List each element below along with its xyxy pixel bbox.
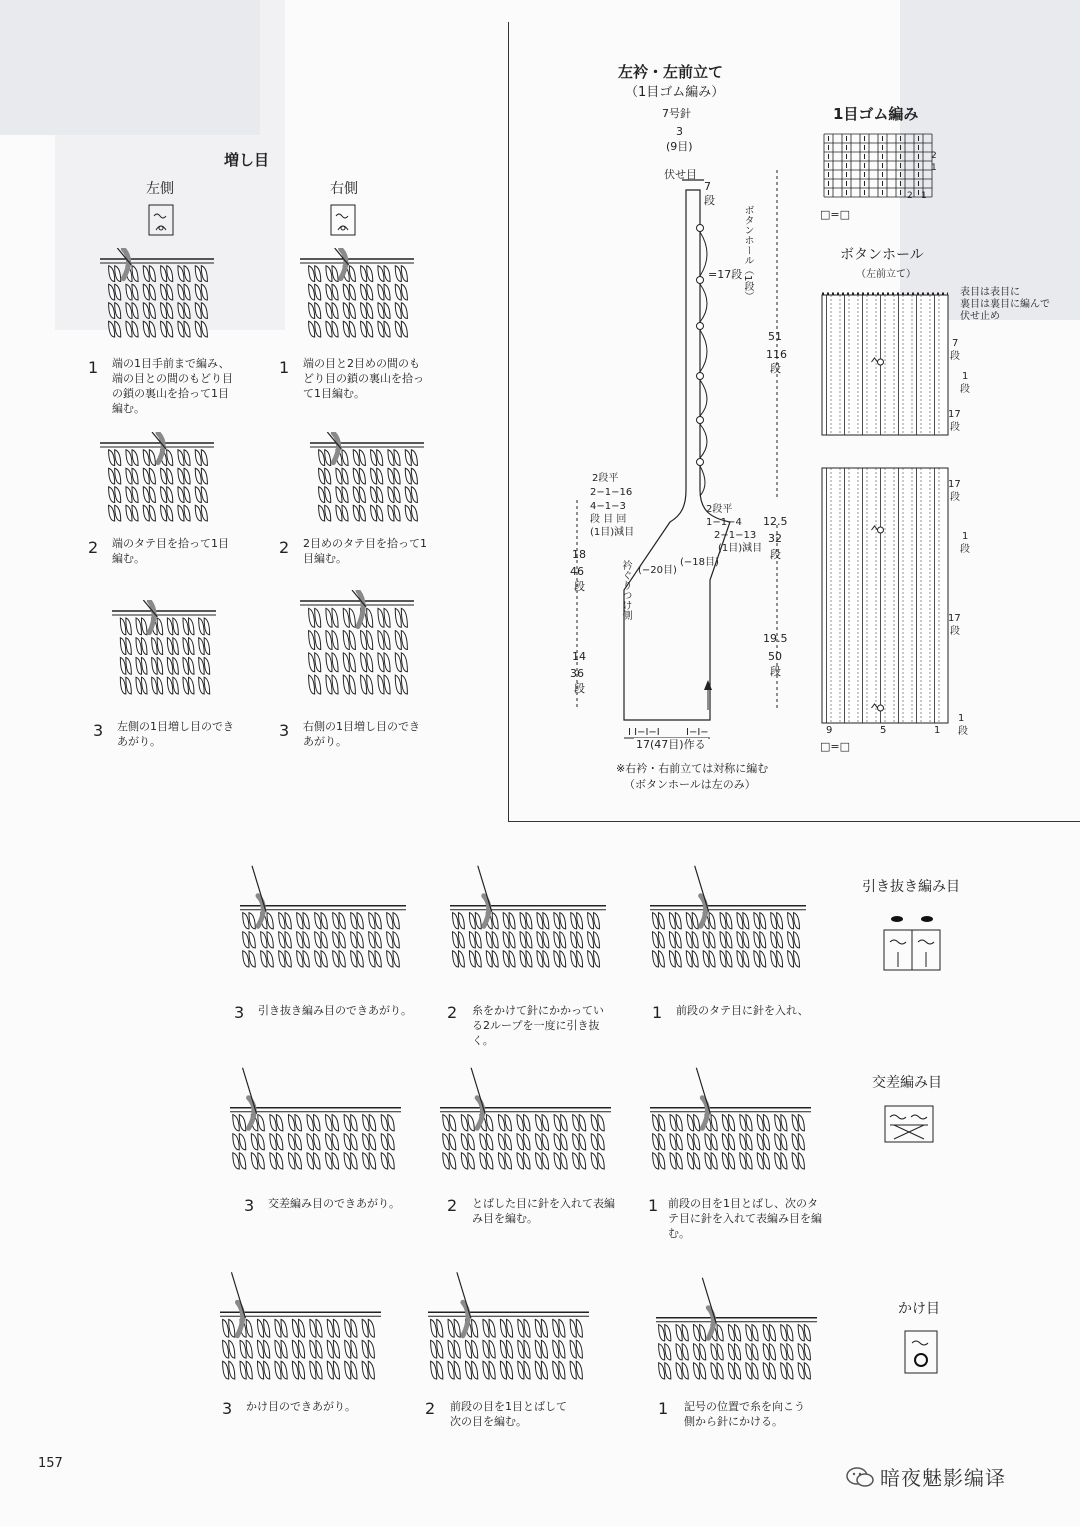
increase-right-step3-illustration (288, 590, 418, 700)
increase-left-step1-illustration (88, 248, 218, 343)
increase-right-step1-illustration (288, 248, 418, 343)
slip-step2-number: 2 (447, 1003, 458, 1022)
dim-51: 51 (768, 330, 782, 343)
left-decrease-line5: (1目)減目 (590, 527, 635, 538)
left-decrease-line3: 4−1−3 (590, 501, 626, 512)
yarnover-step1-number: 1 (658, 1399, 669, 1418)
cross-step3-text: 交差編み目のできあがり。 (268, 1197, 400, 1210)
buttonhole-subtitle: （左前立て） (856, 269, 916, 280)
increase-right-step1-number: 1 (279, 358, 290, 377)
increase-left-step2-number: 2 (88, 538, 99, 557)
wechat-icon (846, 1466, 874, 1488)
dim-12-5-rows: 32 (768, 532, 782, 545)
bh-bottom-num-9: 9 (826, 725, 833, 736)
left-decrease-line1: 2段平 (592, 473, 619, 484)
slip-stitch-step3-illustration (230, 858, 410, 973)
yarnover-step3-number: 3 (222, 1399, 233, 1418)
buttonhole-note-1: 表目は表目に (960, 287, 1020, 298)
dim-18-rows: 46 (570, 565, 584, 578)
buttonhole-vertical-label: ボタンホール（1段） (742, 205, 753, 302)
increase-left-step3-number: 3 (93, 721, 104, 740)
dim-14-rows: 36 (570, 667, 584, 680)
right-decrease-line3: 2−1−13 (714, 530, 757, 541)
rib-chart-num-2: 1 (931, 163, 937, 173)
rows-17-label: =17段 (708, 268, 743, 281)
right-decrease-line1: 2段平 (706, 504, 733, 515)
watermark (846, 1462, 1006, 1491)
slip-step2-text: 糸をかけて針にかかっている2ループを一度に引き抜く。 (472, 1004, 604, 1047)
collar-subtitle: （1目ゴム編み） (625, 85, 725, 100)
needle-dim-cm: 3 (676, 125, 683, 138)
increase-right-step1-text: 端の目と2目めの間のもどり目の鎖の裏山を拾って1目編む。 (303, 357, 424, 400)
bh-label-2-num: 1 (962, 371, 969, 382)
bottom-width-label: 17(47目)作る (636, 738, 706, 751)
bh-label-5-unit: 段 (960, 544, 970, 555)
buttonhole-title: ボタンホール (840, 247, 924, 263)
bh-label-3-num: 17 (948, 409, 961, 420)
bh-label-7-num: 1 (958, 713, 965, 724)
yarnover-step2-number: 2 (425, 1399, 436, 1418)
cross-stitch-step2-illustration (430, 1060, 615, 1175)
minus-18-stitches: (−18目) (680, 557, 719, 568)
increase-left-step3-illustration (100, 600, 220, 700)
cross-stitch-step3-illustration (220, 1060, 405, 1175)
slip-step3-number: 3 (234, 1003, 245, 1022)
bh-label-1-unit: 段 (950, 351, 960, 362)
slip-stitch-title: 引き抜き編み目 (862, 879, 960, 895)
left-decrease-line2: 2−1−16 (590, 487, 633, 498)
rib-title: 1目ゴム編み (833, 105, 919, 123)
left-increase-symbol-icon (148, 204, 174, 236)
rib-chart-num-3: 2 (907, 191, 913, 201)
needle-size: 7号針 (662, 107, 691, 120)
bh-label-6-num: 17 (948, 613, 961, 624)
slip-stitch-symbol-icon (882, 912, 942, 974)
right-side-label: 右側 (330, 181, 358, 197)
minus-20-stitches: (−20目) (638, 565, 677, 576)
slip-step1-number: 1 (652, 1003, 663, 1022)
buttonhole-note-3: 伏せ止め (960, 311, 1000, 322)
bh-label-4-unit: 段 (950, 492, 960, 503)
dim-19-5-unit: 段 (770, 665, 781, 678)
increase-right-step2-text: 2目めのタテ目を拾って1目編む。 (303, 537, 427, 565)
buttonhole-legend: □=□ (820, 740, 851, 753)
slip-stitch-step1-illustration (640, 858, 810, 973)
dim-14-unit: 段 (574, 682, 585, 695)
top-rows-unit: 段 (704, 194, 715, 207)
dim-19-5-rows: 50 (768, 650, 782, 663)
increase-right-step3-text: 右側の1目増し目のできあがり。 (303, 720, 420, 748)
cross-stitch-title: 交差編み目 (872, 1075, 942, 1091)
right-increase-symbol-icon (330, 204, 356, 236)
bh-label-3-unit: 段 (950, 422, 960, 433)
slip-step1-text: 前段のタテ目に針を入れ、 (676, 1004, 809, 1017)
cross-step3-number: 3 (244, 1196, 255, 1215)
bind-off-label: 伏せ目 (664, 168, 697, 181)
left-decrease-line4: 段 目 回 (590, 514, 627, 525)
dim-18: 18 (572, 548, 586, 561)
cross-stitch-symbol-icon (884, 1105, 934, 1143)
increase-right-step3-number: 3 (279, 721, 290, 740)
yarn-over-symbol-icon (904, 1330, 938, 1374)
yarn-over-step1-illustration (646, 1270, 821, 1385)
slip-stitch-step2-illustration (440, 858, 610, 973)
yarnover-step2-text: 前段の目を1目とばして次の目を編む。 (450, 1400, 567, 1428)
dim-18-unit: 段 (574, 580, 585, 593)
yarn-over-step2-illustration (418, 1260, 593, 1385)
bottom-marks-left: I I−I−I (628, 727, 660, 738)
cross-step1-number: 1 (648, 1196, 659, 1215)
yarn-over-step3-illustration (210, 1260, 385, 1385)
bh-bottom-num-5: 5 (880, 725, 887, 736)
right-decrease-line4: (1目)減目 (718, 543, 763, 554)
slip-step3-text: 引き抜き編み目のできあがり。 (258, 1004, 412, 1017)
bh-label-2-unit: 段 (960, 384, 970, 395)
increase-left-step2-illustration (88, 432, 218, 527)
dim-12-5: 12.5 (763, 515, 788, 528)
increase-left-step3-text: 左側の1目増し目のできあがり。 (117, 720, 234, 748)
buttonhole-note-2: 裏目は裏目に編んで (960, 299, 1050, 310)
symmetry-note: ※右衿・右前立ては対称に編む (616, 762, 769, 775)
cross-step2-text: とばした目に針を入れて表編み目を編む。 (472, 1197, 615, 1225)
cross-stitch-step1-illustration (640, 1060, 815, 1175)
dim-51-unit: 段 (770, 362, 781, 375)
bh-bottom-num-1: 1 (934, 725, 941, 736)
dim-12-5-unit: 段 (770, 548, 781, 561)
increase-left-step1-number: 1 (88, 358, 99, 377)
dim-14: 14 (572, 650, 586, 663)
bh-label-7-unit: 段 (958, 726, 968, 737)
buttonhole-note: （ボタンホールは左のみ） (624, 778, 756, 791)
bh-label-1-num: 7 (952, 338, 959, 349)
cross-step1-text: 前段の目を1目とばし、次のタテ目に針を入れて表編み目を編む。 (668, 1197, 822, 1240)
yarn-over-title: かけ目 (898, 1301, 940, 1317)
rib-chart-num-4: 1 (921, 191, 927, 201)
bh-label-4-num: 17 (948, 479, 961, 490)
collar-frame-left-border (508, 22, 509, 822)
top-rows-num: 7 (704, 180, 711, 193)
increase-right-step2-illustration (298, 432, 428, 527)
increase-title: 増し目 (224, 151, 270, 169)
rib-legend: □=□ (820, 208, 851, 221)
buttonhole-stitch-chart (820, 290, 970, 730)
bottom-marks-right: I−I− (686, 727, 709, 738)
increase-left-step1-text: 端の1目手前まで編み、端の目との間のもどり目の鎖の裏山を拾って1目編む。 (112, 357, 233, 415)
increase-right-step2-number: 2 (279, 538, 290, 557)
collar-title: 左衿・左前立て (618, 63, 724, 81)
bh-label-5-num: 1 (962, 531, 969, 542)
dim-51-rows: 116 (766, 348, 787, 361)
watermark-text: 暗夜魅影编译 (880, 1466, 1006, 1490)
cross-step2-number: 2 (447, 1196, 458, 1215)
neck-attach-side-label: 衿ぐりつけ側 (620, 560, 631, 620)
dim-19-5: 19.5 (763, 632, 788, 645)
needle-dim-stitches: (9目) (666, 140, 693, 153)
rib-chart-num-1: 2 (931, 151, 937, 161)
collar-frame-bottom-border (508, 821, 1080, 822)
bh-label-6-unit: 段 (950, 626, 960, 637)
page-number: 157 (38, 1456, 63, 1471)
right-decrease-line2: 1−1−4 (706, 517, 742, 528)
increase-left-step2-text: 端のタテ目を拾って1目編む。 (112, 537, 229, 565)
yarnover-step3-text: かけ目のできあがり。 (246, 1400, 356, 1413)
left-side-label: 左側 (146, 181, 174, 197)
yarnover-step1-text: 記号の位置で糸を向こう側から針にかける。 (684, 1400, 805, 1428)
